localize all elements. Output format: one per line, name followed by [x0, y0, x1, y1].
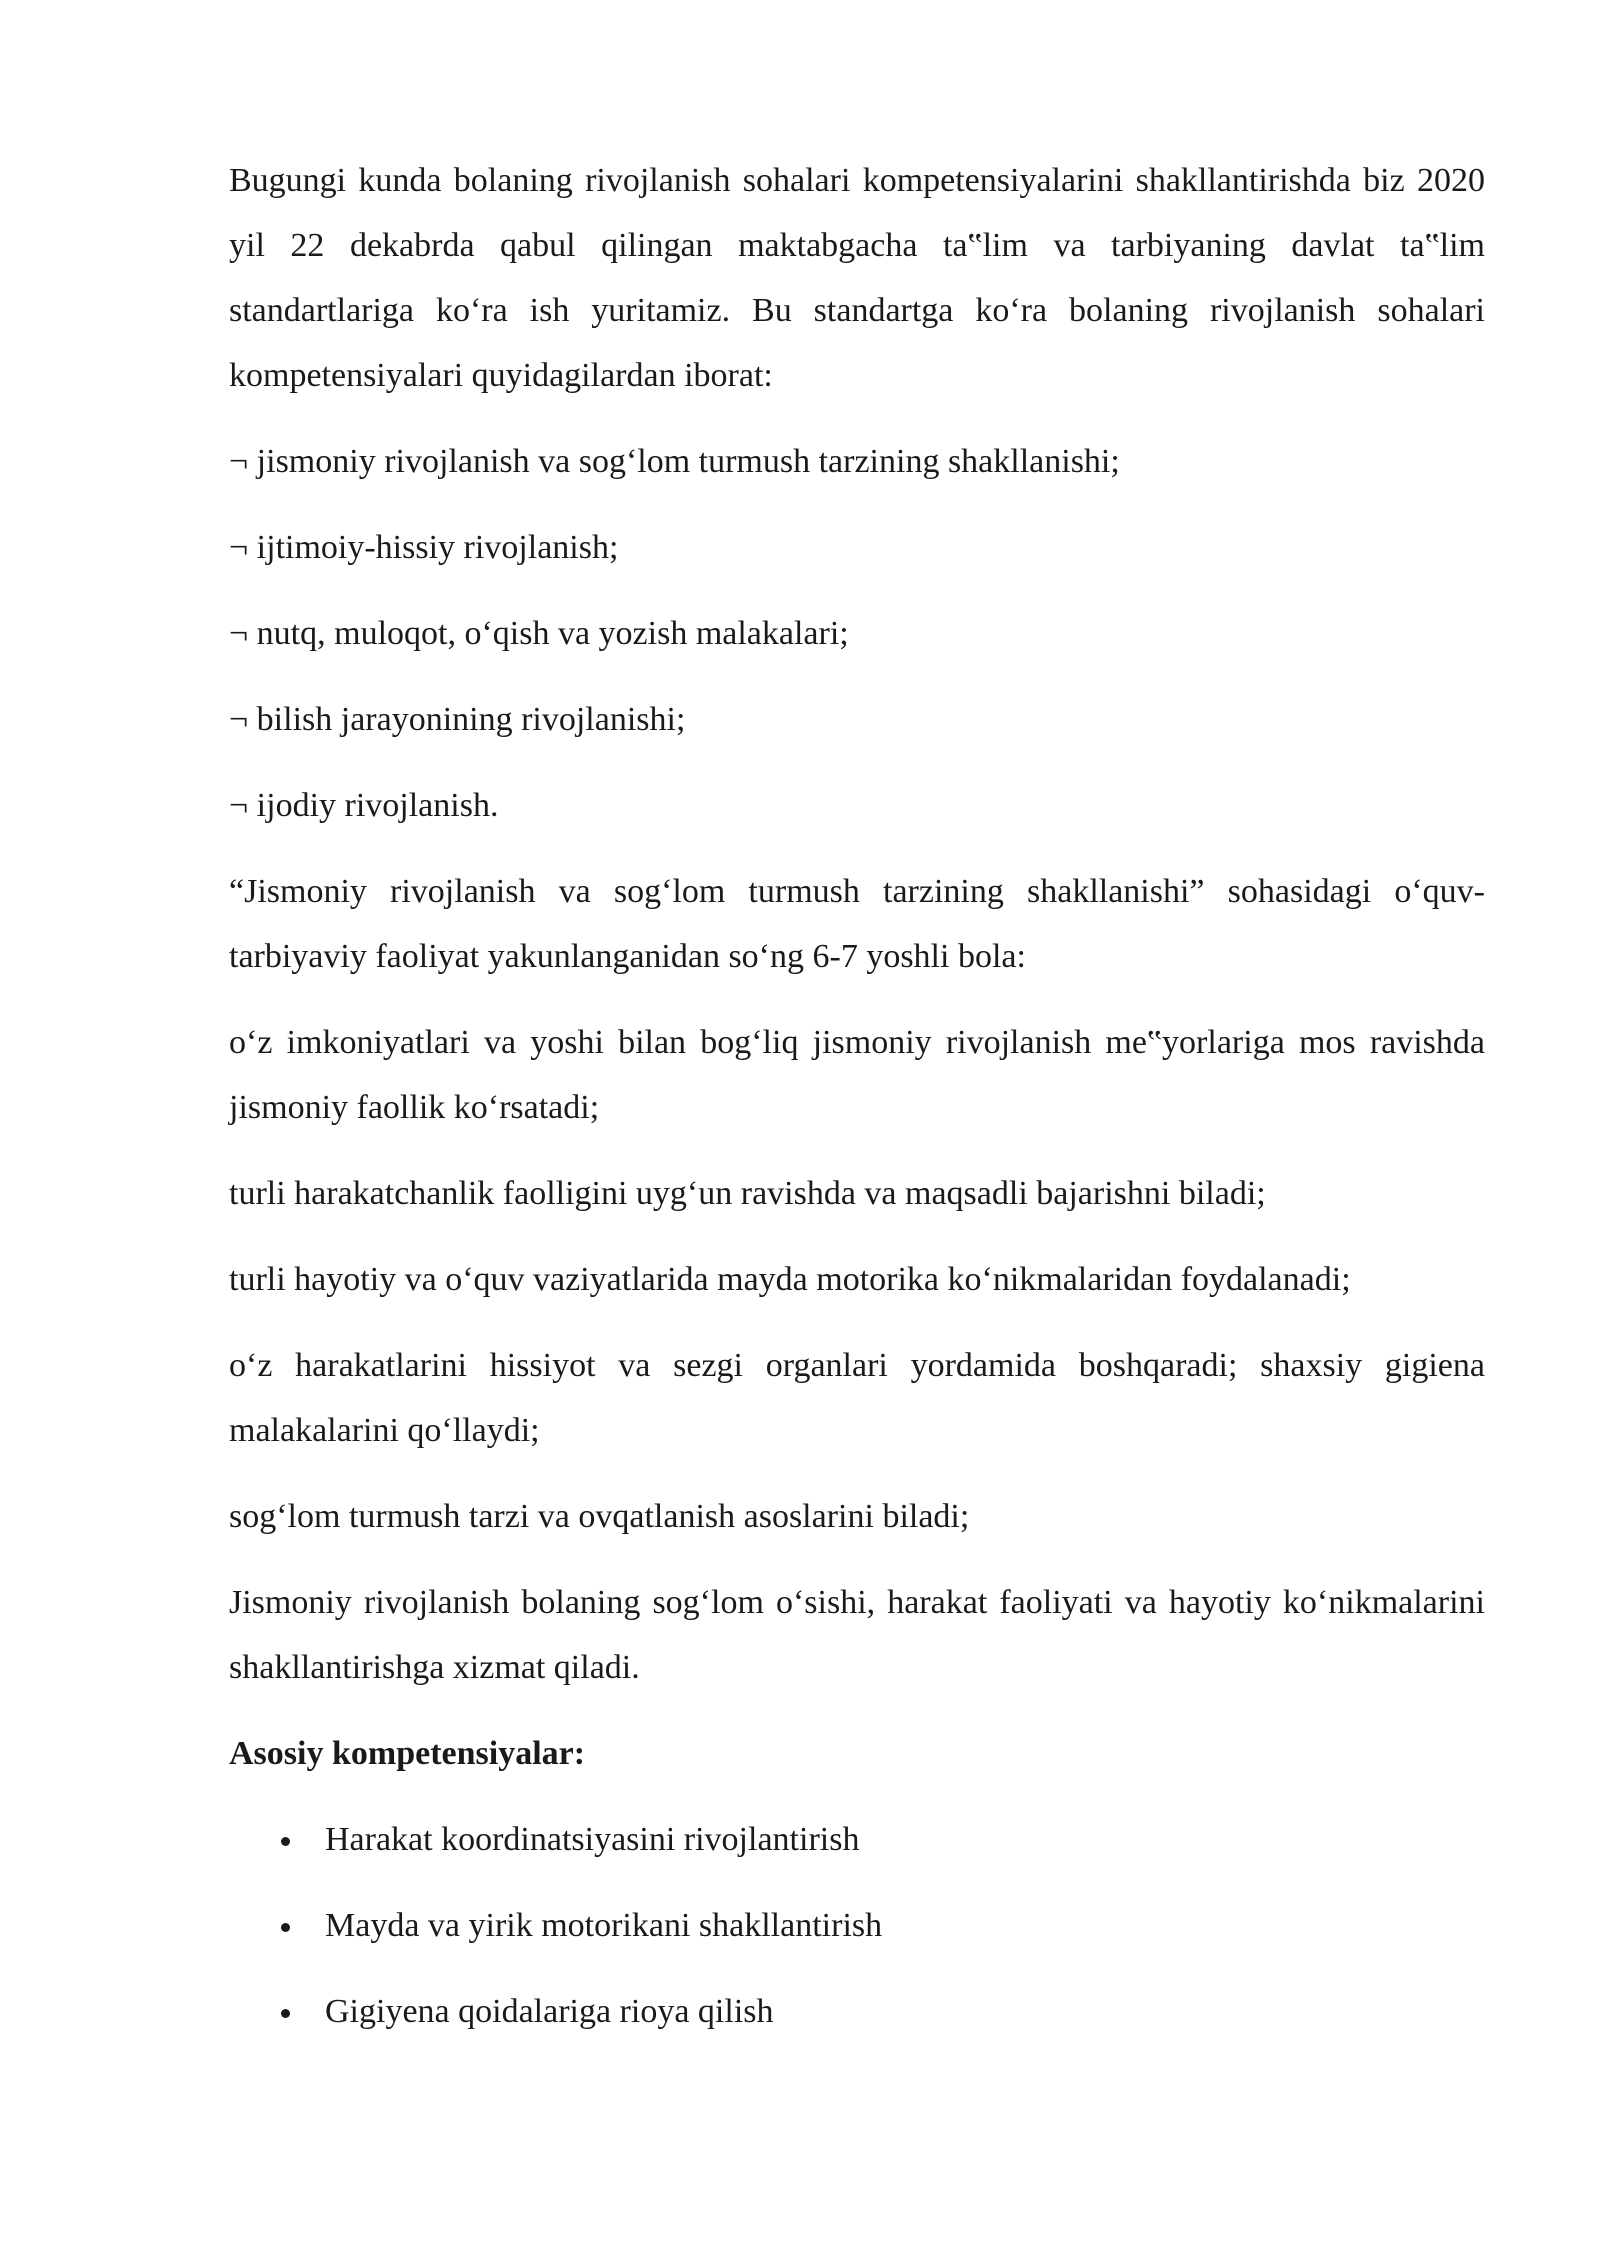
- summary-paragraph: Jismoniy rivojlanish bolaning sog‘lom o‘sishi, harakat faoliyati va hayotiy ko‘nikmalarini shakllantirishga xizmat qiladi.: [229, 1584, 1485, 1686]
- competency-item: [229, 1807, 1485, 1872]
- outcome-item: o‘z harakatlarini hissiyot va sezgi organlari yordamida boshqaradi; shaxsiy gigiena malakalarini qo‘llaydi;: [229, 1347, 1485, 1449]
- area-item: ¬ jismoniy rivojlanish va sog‘lom turmush tarzining shakllanishi;: [229, 443, 1120, 480]
- area-item: ¬ ijodiy rivojlanish.: [229, 787, 499, 824]
- outcome-item: sog‘lom turmush tarzi va ovqatlanish asoslarini biladi;: [229, 1498, 970, 1535]
- outcome-item: turli harakatchanlik faolligini uyg‘un ravishda va maqsadli bajarishni biladi;: [229, 1175, 1266, 1212]
- document-page: [229, 148, 1485, 2065]
- area-item: ¬ nutq, muloqot, o‘qish va yozish malakalari;: [229, 615, 849, 652]
- outcome-item: o‘z imkoniyatlari va yoshi bilan bog‘liq jismoniy rivojlanish me‟yorlariga mos ravishda jismoniy faollik ko‘rsatadi;: [229, 1024, 1485, 1126]
- outcome-item: turli hayotiy va o‘quv vaziyatlarida mayda motorika ko‘nikmalaridan foydalanadi;: [229, 1261, 1351, 1298]
- competency-item: [229, 1893, 1485, 1958]
- competency-label: Harakat koordinatsiyasini rivojlantirish: [325, 1821, 860, 1858]
- competency-label: Gigiyena qoidalariga rioya qilish: [325, 1993, 774, 2030]
- bullet-icon: [281, 1837, 290, 1846]
- competency-item: [229, 1979, 1485, 2044]
- bullet-icon: [281, 2009, 290, 2018]
- development-areas-list: [229, 429, 1485, 838]
- outcomes-list: [229, 1010, 1485, 1549]
- competencies-heading: Asosiy kompetensiyalar:: [229, 1735, 586, 1772]
- area-item: ¬ bilish jarayonining rivojlanishi;: [229, 701, 686, 738]
- physical-intro-paragraph: “Jismoniy rivojlanish va sog‘lom turmush tarzining shakllanishi” sohasidagi o‘quv-tarbiyaviy faoliyat yakunlanganidan so‘ng 6-7 yoshli bola:: [229, 873, 1485, 975]
- intro-paragraph: Bugungi kunda bolaning rivojlanish sohalari kompetensiyalarini shakllantirishda biz 2020 yil 22 dekabrda qabul qilingan maktabgacha ta‟lim va tarbiyaning davlat ta‟lim standartlariga ko‘ra ish yuritamiz. Bu standartga ko‘ra bolaning rivojlanish sohalari kompetensiyalari quyidagilardan iborat:: [229, 162, 1485, 394]
- competencies-list: [229, 1807, 1485, 2044]
- competency-label: Mayda va yirik motorikani shakllantirish: [325, 1907, 883, 1944]
- bullet-icon: [281, 1923, 290, 1932]
- area-item: ¬ ijtimoiy-hissiy rivojlanish;: [229, 529, 619, 566]
